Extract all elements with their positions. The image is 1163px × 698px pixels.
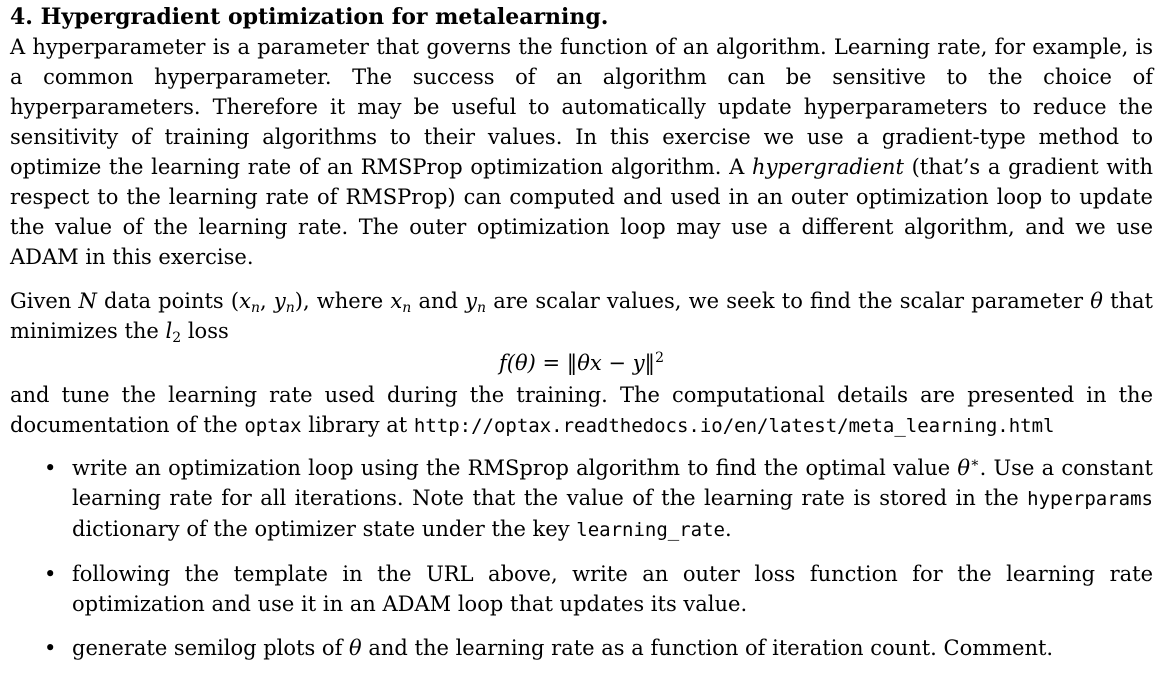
math-y: y [273,289,286,313]
intro-emphasis: hypergradient [752,155,904,179]
item-text: . [724,517,732,541]
math-N: N [78,289,97,313]
intro-text-2: (that’s a gradient with respect to the learning rate of RMSProp) can computed and used in an outer optimization loop to update the value of the learning rate. The outer optimization loop may use a different algorithm, and we use ADAM in this exercise. [10,155,1153,269]
code-hyperparams: hyperparams [1027,488,1153,510]
section-heading: 4. Hypergradient optimization for metalearning. [10,4,609,30]
code-learning-rate: learning_rate [576,519,725,541]
equation-power: 2 [655,350,664,366]
math-l: l [165,319,173,343]
math-star: ∗ [970,455,980,471]
item-text: dictionary of the optimizer state under the key [72,517,577,541]
bullet-icon: • [44,636,57,660]
math-theta: θ [349,636,362,660]
item-text: write an optimization loop using the RMSprop algorithm to find the optimal value [72,456,958,480]
given-text: are scalar values, we seek to find the scalar parameter [486,289,1091,313]
math-sub-n: n [477,300,487,316]
intro-paragraph [10,32,1153,272]
item-text: . Use a constant learning rate for all iterations. Note that the value of the learning rate is stored in the [72,456,1153,510]
math-x: x [390,289,403,313]
list-item [10,559,1153,619]
math-x: x [239,289,251,313]
math-sub-n: n [250,300,260,316]
bullet-icon: • [44,562,57,586]
intro-text-1: A hyperparameter is a parameter that governs the function of an algorithm. Learning rate, for example, is a common hyperparameter. The success of an algorithm can be sensitive to the choice of hyperparameters. Therefore it may be useful to automatically update hyperparameters to reduce the sensitivity of training algorithms to their values. In this exercise we use a gradient-type method to optimize the learning rate of an RMSProp optimization algorithm. A [10,35,1153,179]
documentation-url[interactable]: http://optax.readthedocs.io/en/latest/meta_learning.html [413,415,1055,437]
math-theta: θ [1090,289,1103,313]
given-text: loss [181,319,229,343]
given-text: Given [10,289,79,313]
math-sub-n: n [285,300,295,316]
tune-text: and tune the learning rate used during the training. The computational details are presented in the documentation of the [10,383,1153,437]
math-sub-n: n [402,300,412,316]
equation-body: f(θ) = ‖θx − y‖ [499,351,656,375]
math-y: y [465,289,478,313]
tune-text: library at [301,413,414,437]
list-item [10,633,1153,663]
library-name: optax [244,415,302,437]
given-text: ), where [294,289,391,313]
item-text: generate semilog plots of [72,636,350,660]
given-text: and [411,289,466,313]
item-text: following the template in the URL above, write an outer loss function for the learning rate optimization and use it in an ADAM loop that updates its value. [72,562,1153,616]
loss-equation [10,346,1153,380]
task-list [10,453,1153,663]
list-item [10,453,1153,545]
given-text: data points ( [96,289,240,313]
item-text: and the learning rate as a function of iteration count. Comment. [361,636,1054,660]
given-text: , [259,289,274,313]
math-theta: θ [957,456,971,480]
tune-paragraph [10,380,1153,441]
math-sub-2: 2 [172,330,182,346]
given-text: that minimizes the [10,289,1154,343]
bullet-icon: • [44,456,57,480]
given-paragraph [10,286,1153,346]
